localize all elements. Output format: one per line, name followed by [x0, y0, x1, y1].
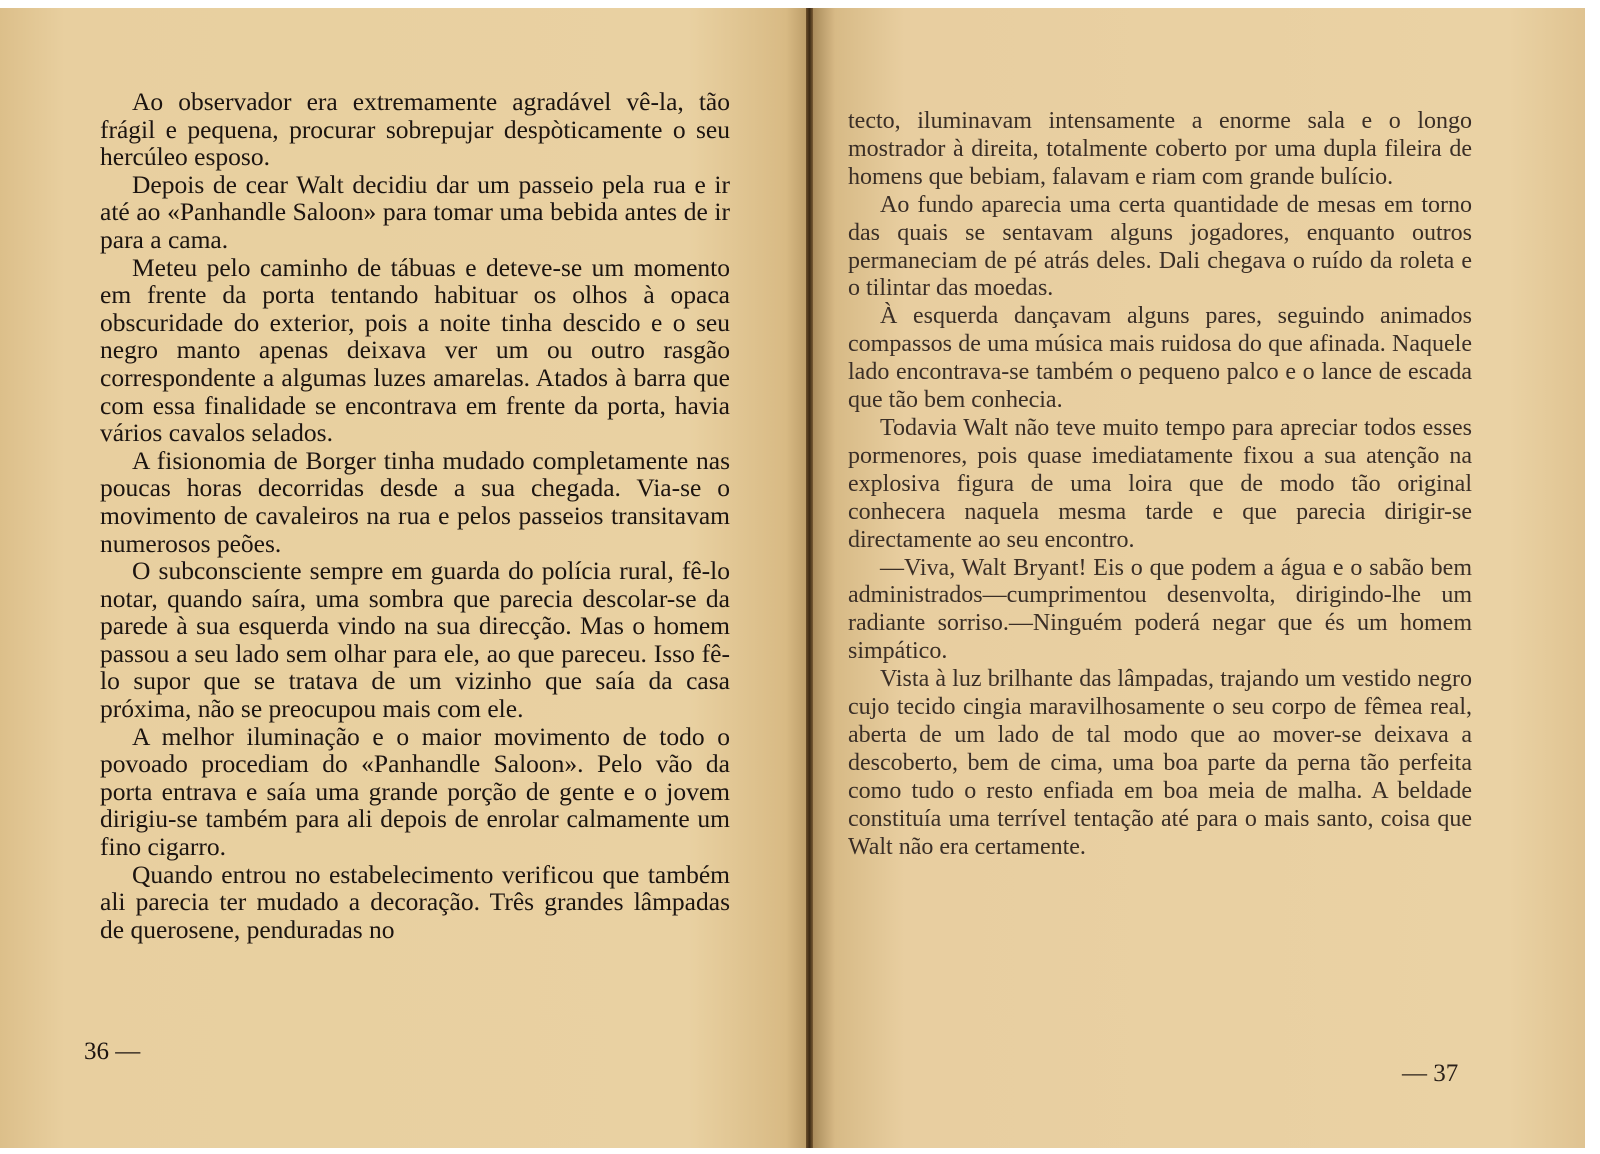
book-gutter: [806, 8, 813, 1148]
paragraph: Todavia Walt não teve muito tempo para apreciar todos esses pormenores, pois quase imediatamente fixou a sua atenção na explosiva figura de uma loira que de modo tão original conhecera naquela mesma tarde e que parecia dirigir-se directamente ao seu encontro.: [848, 414, 1472, 553]
left-page-number: 36 —: [84, 1038, 141, 1065]
paragraph: O subconsciente sempre em guarda do polícia rural, fê-lo notar, quando saíra, uma sombra que parecia descolar-se da parede à sua esquerda vindo na sua direcção. Mas o homem passou a seu lado sem olhar para ele, ao que pareceu. Isso fê-lo supor que se tratava de um vizinho que saía da casa próxima, não se preocupou mais com ele.: [100, 556, 730, 724]
paragraph: Ao fundo aparecia uma certa quantidade de mesas em torno das quais se sentavam alguns jogadores, enquanto outros permaneciam de pé atrás deles. Dali chegava o ruído da roleta e o tilintar das moedas.: [848, 191, 1472, 302]
right-page-number: — 37: [1402, 1060, 1459, 1087]
paragraph: Quando entrou no estabelecimento verificou que também ali parecia ter mudado a decoração. Três grandes lâmpadas de querosene, penduradas no: [100, 859, 730, 944]
paragraph: Vista à luz brilhante das lâmpadas, trajando um vestido negro cujo tecido cingia maravilhosamente o seu corpo de fêmea real, aberta de um lado de tal modo que ao mover-se deixava a descoberto, bem de cima, uma boa parte da perna tão perfeita como tudo o resto enfiada em boa meia de malha. A beldade constituía uma terrível tentação até para o mais santo, coisa que Walt não era certamente.: [848, 666, 1472, 860]
paragraph: —Viva, Walt Bryant! Eis o que podem a água e o sabão bem administrados—cumprimentou desenvolta, dirigindo-lhe um radiante sorriso.—Ninguém poderá negar que és um homem simpático.: [848, 554, 1472, 665]
right-page-text: [848, 108, 1472, 861]
paragraph: tecto, iluminavam intensamente a enorme sala e o longo mostrador à direita, totalmente coberto por uma dupla fileira de homens que bebiam, falavam e riam com grande bulício.: [848, 108, 1472, 190]
paragraph: À esquerda dançavam alguns pares, seguindo animados compassos de uma música mais ruidosa do que afinada. Naquele lado encontrava-se também o pequeno palco e o lance de escada que tão bem conhecia.: [848, 303, 1472, 414]
paragraph: Ao observador era extremamente agradável vê-la, tão frágil e pequena, procurar sobrepujar despòticamente o seu hercúleo esposo.: [100, 87, 730, 172]
paragraph: Depois de cear Walt decidiu dar um passeio pela rua e ir até ao «Panhandle Saloon» para tomar uma bebida antes de ir para a cama.: [100, 169, 730, 254]
paragraph: Meteu pelo caminho de tábuas e deteve-se um momento em frente da porta tentando habituar os olhos à opaca obscuridade do exterior, pois a noite tinha descido e o seu negro manto apenas deixava ver um ou outro rasgão correspondente a algumas luzes amarelas. Atados à barra que com essa finalidade se encontrava em frente da porta, havia vários cavalos selados.: [100, 252, 730, 448]
paragraph: A melhor iluminação e o maior movimento de todo o povoado procediam do «Panhandle Saloon». Pelo vão da porta entrava e saía uma grande porção de gente e o jovem dirigiu-se também para ali depois de enrolar calmamente um fino cigarro.: [100, 721, 730, 862]
paragraph: A fisionomia de Borger tinha mudado completamente nas poucas horas decorridas desde a sua chegada. Via-se o movimento de cavaleiros na rua e pelos passeios transitavam numerosos peões.: [100, 445, 730, 558]
left-page-text: [100, 88, 730, 943]
